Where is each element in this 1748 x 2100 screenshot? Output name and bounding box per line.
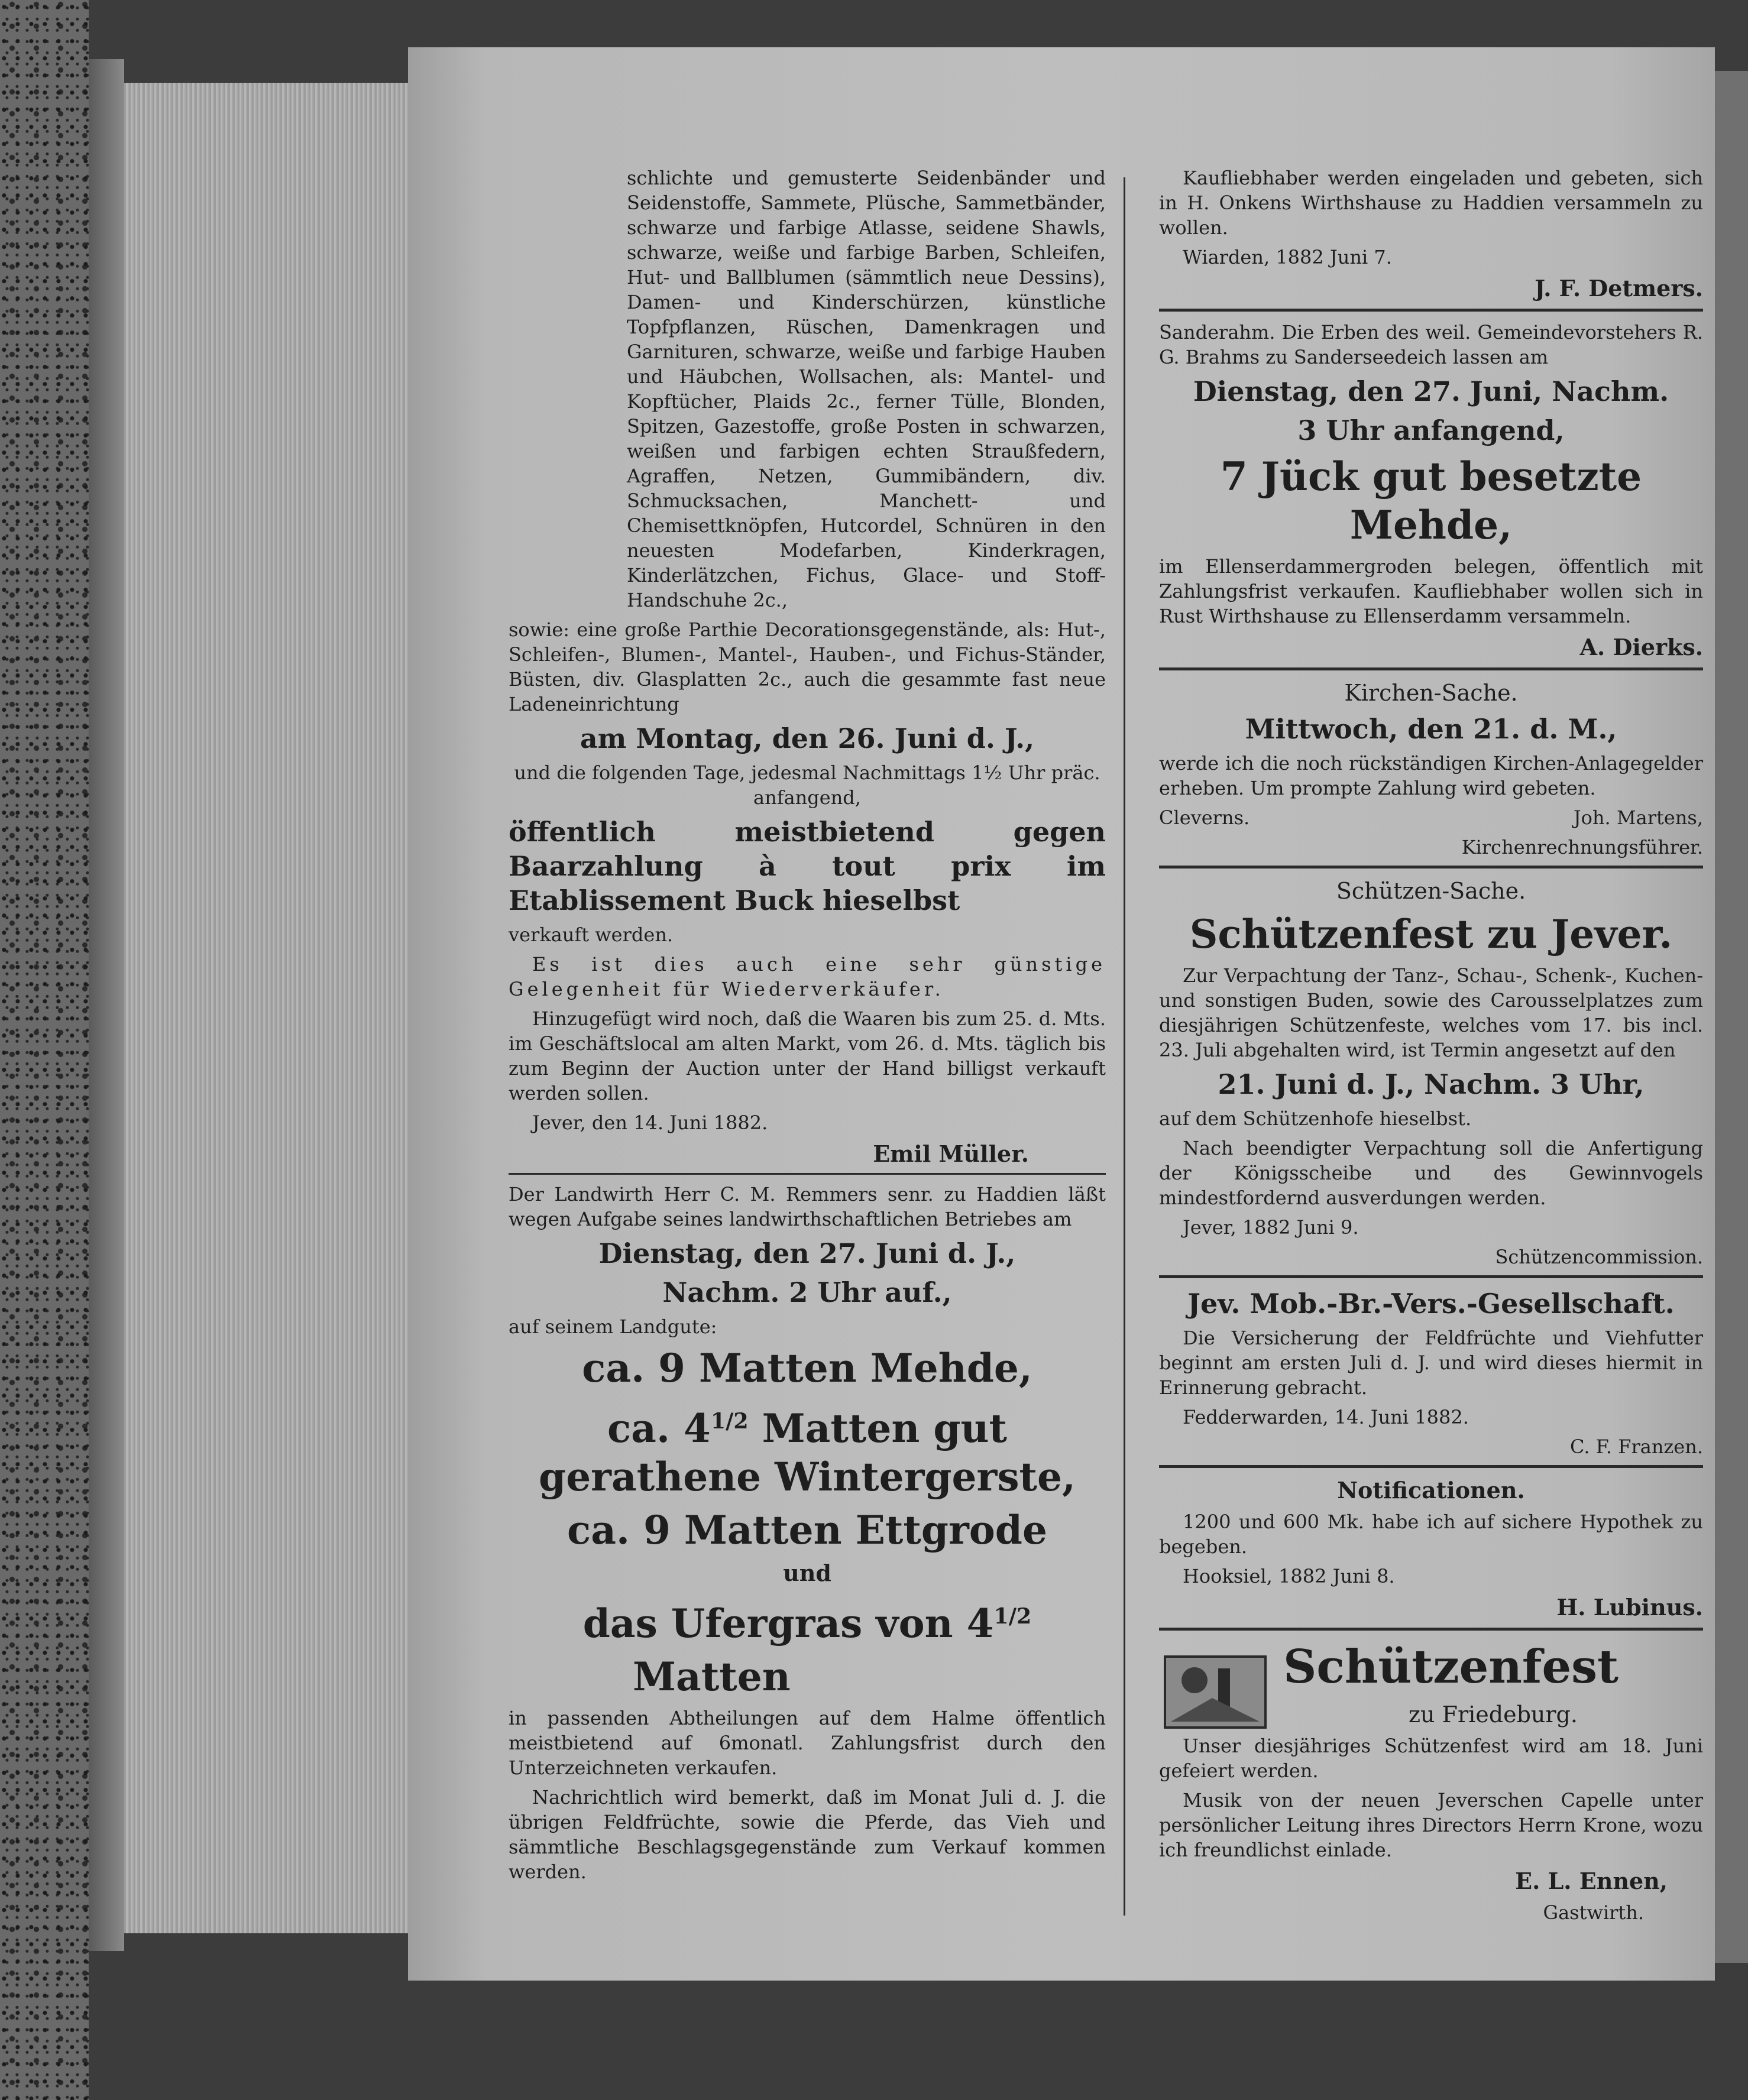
ad2-place: auf seinem Landgute:: [509, 1315, 717, 1338]
book-cover-edge: [0, 0, 89, 2100]
ad2-date: Dienstag, den 27. Juni d. J.,: [598, 1237, 1016, 1269]
ad-friedeburg-sub: zu Friedeburg.: [1409, 1702, 1578, 1728]
ad-friedeburg-headline: Schützenfest: [1283, 1640, 1619, 1694]
signature: Emil Müller.: [873, 1140, 1029, 1167]
ad-shooting-text2: Nach beendigter Verpachtung soll die Anfertigung der Königsscheibe und des Gewinnvogels mindestfordernd ausverdungen werden.: [1159, 1137, 1703, 1209]
ad-church-sig1: Joh. Martens,: [1573, 806, 1703, 829]
ad-church-sig2: Kirchenrechnungsführer.: [1461, 836, 1703, 858]
ad-sanderahm-sig: A. Dierks.: [1579, 634, 1703, 660]
ad-sanderahm-headline: 7 Jück gut besetzte Mehde,: [1220, 453, 1642, 548]
ad-friedeburg-sig2: Gastwirth.: [1543, 1901, 1644, 1924]
ad2-und: und: [783, 1560, 831, 1586]
ad-shooting-date2: Jever, 1882 Juni 9.: [1183, 1216, 1359, 1239]
ad2-time: Nachm. 2 Uhr auf.,: [662, 1276, 952, 1308]
ad2-intro: Der Landwirth Herr C. M. Remmers senr. zu Haddien läßt wegen Aufgabe seines landwirthschaftlichen Betriebes am: [509, 1183, 1106, 1230]
right-column: [1159, 166, 1703, 1930]
ad-haddien-date: Wiarden, 1882 Juni 7.: [1183, 246, 1392, 268]
ad-separator: [1159, 309, 1703, 312]
ad-shooting-sig: Schützencommission.: [1495, 1246, 1703, 1268]
page-stack: [124, 83, 408, 1933]
ad-separator: [1159, 1275, 1703, 1278]
ad-friedeburg-header: [1159, 1639, 1703, 1729]
ad-sanderahm-text: im Ellenserdammergroden belegen, öffentlich mit Zahlungsfrist verkaufen. Kaufliebhaber wollen sich in Rust Wirthshause zu Ellenserdamm versammeln.: [1159, 555, 1703, 627]
ad-haddien-text: Kaufliebhaber werden eingeladen und gebeten, sich in H. Onkens Wirthshause zu Haddien versammeln zu wollen.: [1159, 167, 1703, 239]
ad-shooting-head: Schützen-Sache.: [1336, 878, 1526, 904]
ad-insurance-sig: C. F. Franzen.: [1569, 1435, 1703, 1458]
ad-haddien-sig: J. F. Detmers.: [1535, 275, 1703, 302]
ad-friedeburg-text1: Unser diesjähriges Schützenfest wird am 18. Juni gefeiert werden.: [1159, 1735, 1703, 1782]
ad-shooting-headline: Schützenfest zu Jever.: [1189, 911, 1673, 957]
sold-line: verkauft werden.: [509, 923, 674, 946]
left-column: [509, 166, 1106, 1889]
auction-headline: öffentlich meistbietend gegen Baarzahlung à tout prix im Etablissement Buck hieselbst: [509, 816, 1106, 916]
ad-notification-date: Hooksiel, 1882 Juni 8.: [1183, 1565, 1395, 1587]
ad-notification-text: 1200 und 600 Mk. habe ich auf sichere Hypothek zu begeben.: [1159, 1511, 1703, 1558]
ad-separator: [509, 1173, 1106, 1175]
ad2-item-4: das Ufergras von $4^{1/2}$: [582, 1600, 1032, 1647]
ad-notification-sig: H. Lubinus.: [1556, 1594, 1703, 1621]
ad-shooting-place: auf dem Schützenhofe hieselbst.: [1159, 1107, 1472, 1130]
ad2-note: Nachrichtlich wird bemerkt, daß im Monat Juli d. J. die übrigen Feldfrüchte, sowie die Pferde, das Vieh und sämmtliche Beschlagsgegenstände zum Verkauf kommen werden.: [509, 1786, 1106, 1883]
ad-separator: [1159, 866, 1703, 868]
ad-church-place: Cleverns.: [1159, 806, 1250, 829]
ad2-terms: in passenden Abtheilungen auf dem Halme öffentlich meistbietend auf 6monatl. Zahlungsfrist durch den Unterzeichneten verkaufen.: [509, 1707, 1106, 1779]
ad-separator: [1159, 1628, 1703, 1631]
place-date: Jever, den 14. Juni 1882.: [532, 1111, 768, 1134]
book-spine-edge: [89, 59, 124, 1951]
ad-insurance-date: Fedderwarden, 14. Juni 1882.: [1183, 1406, 1469, 1428]
following-days: und die folgenden Tage, jedesmal Nachmittags 1½ Uhr präc. anfangend,: [514, 761, 1100, 809]
shooting-festival-vignette: [1159, 1645, 1271, 1733]
column-divider: [1124, 177, 1125, 1916]
sale-goods-list-2: sowie: eine große Parthie Decorationsgegenstände, als: Hut-, Schleifen-, Blumen-, Mantel-, Hauben-, und Fichus-Ständer, Büsten, div. Glasplatten 2c., auch die gesammte fast neue Ladeneinrichtung: [509, 618, 1106, 715]
ad2-item-1: ca. 9 Matten Mehde,: [582, 1345, 1032, 1391]
ad-sanderahm-intro: Sanderahm. Die Erben des weil. Gemeindevorstehers R. G. Brahms zu Sanderseedeich lassen am: [1159, 321, 1703, 368]
ad-church-signoff: [1159, 805, 1703, 830]
ad-sanderahm-time: 3 Uhr anfangend,: [1297, 414, 1565, 446]
ad-sanderahm-date: Dienstag, den 27. Juni, Nachm.: [1193, 375, 1669, 407]
note-presale: Hinzugefügt wird noch, daß die Waaren bis zum 25. d. Mts. im Geschäftslocal am alten Markt, vom 26. d. Mts. täglich bis zum Beginn der Auction unter der Hand billigst verkauft werden sollen.: [509, 1007, 1106, 1104]
ad-church-date: Mittwoch, den 21. d. M.,: [1245, 713, 1617, 745]
book-right-edge: [1715, 71, 1748, 1963]
ad2-item-2: ca. $4^{1/2}$ Matten gut gerathene Wintergerste,: [539, 1405, 1076, 1500]
ad-insurance-head: Jev. Mob.-Br.-Vers.-Gesellschaft.: [1187, 1288, 1675, 1320]
auction-date: am Montag, den 26. Juni d. J.,: [580, 722, 1035, 754]
ad-church-text: werde ich die noch rückständigen Kirchen-Anlagegelder erheben. Um prompte Zahlung wird gebeten.: [1159, 752, 1703, 799]
note-resellers: Es ist dies auch eine sehr günstige Gelegenheit für Wiederverkäufer.: [509, 953, 1106, 1000]
ad-church-head: Kirchen-Sache.: [1344, 680, 1518, 706]
ad-friedeburg-text2: Musik von der neuen Jeverschen Capelle unter persönlicher Leitung ihres Directors Herrn Krone, wozu ich freundlichst einlade.: [1159, 1789, 1703, 1861]
ad-friedeburg-sig1: E. L. Ennen,: [1515, 1868, 1668, 1894]
ad2-item-4b: Matten: [633, 1654, 791, 1700]
ad-separator: [1159, 1465, 1703, 1468]
ad-insurance-text: Die Versicherung der Feldfrüchte und Viehfutter beginnt am ersten Juli d. J. und wird dieses hiermit in Erinnerung gebracht.: [1159, 1327, 1703, 1399]
ad-shooting-text: Zur Verpachtung der Tanz-, Schau-, Schenk-, Kuchen- und sonstigen Buden, sowie des Carousselplatzes zum diesjährigen Schützenfeste, welches vom 17. bis incl. 23. Juli abgehalten wird, ist Termin angesetzt auf den: [1159, 964, 1703, 1061]
ad-notification-head: Notificationen.: [1337, 1477, 1525, 1503]
ad2-item-3: ca. 9 Matten Ettgrode: [567, 1507, 1047, 1553]
sale-goods-list: schlichte und gemusterte Seidenbänder und Seidenstoffe, Sammete, Plüsche, Sammetbänder, schwarze und farbige Atlasse, seidene Shawls, schwarze, weiße und farbige Barben, Schleifen, Hut- und Ballblumen (sämmtlich neue Dessins), Damen- und Kinderschürzen, künstliche Topfpflanzen, Rüschen, Damenkragen und Garnituren, schwarze, weiße und farbige Hauben und Häubchen, Wollsachen, als: Mantel- und Kopftücher, Plaids 2c., ferner Tülle, Blonden, Spitzen, Gazestoffe, große Posten in schwarzen, weißen und farbigen echten Straußfedern, Agraffen, Netzen, Gummibändern, div. Schmucksachen, Manchett- und Chemisettknöpfen, Hutcordel, Schnüren in den neuesten Modefarben, Kinderkragen, Kinderlätzchen, Fichus, Glace- und Stoff-Handschuhe 2c.,: [627, 167, 1106, 611]
ad-shooting-date: 21. Juni d. J., Nachm. 3 Uhr,: [1218, 1068, 1645, 1100]
ad-separator: [1159, 667, 1703, 670]
